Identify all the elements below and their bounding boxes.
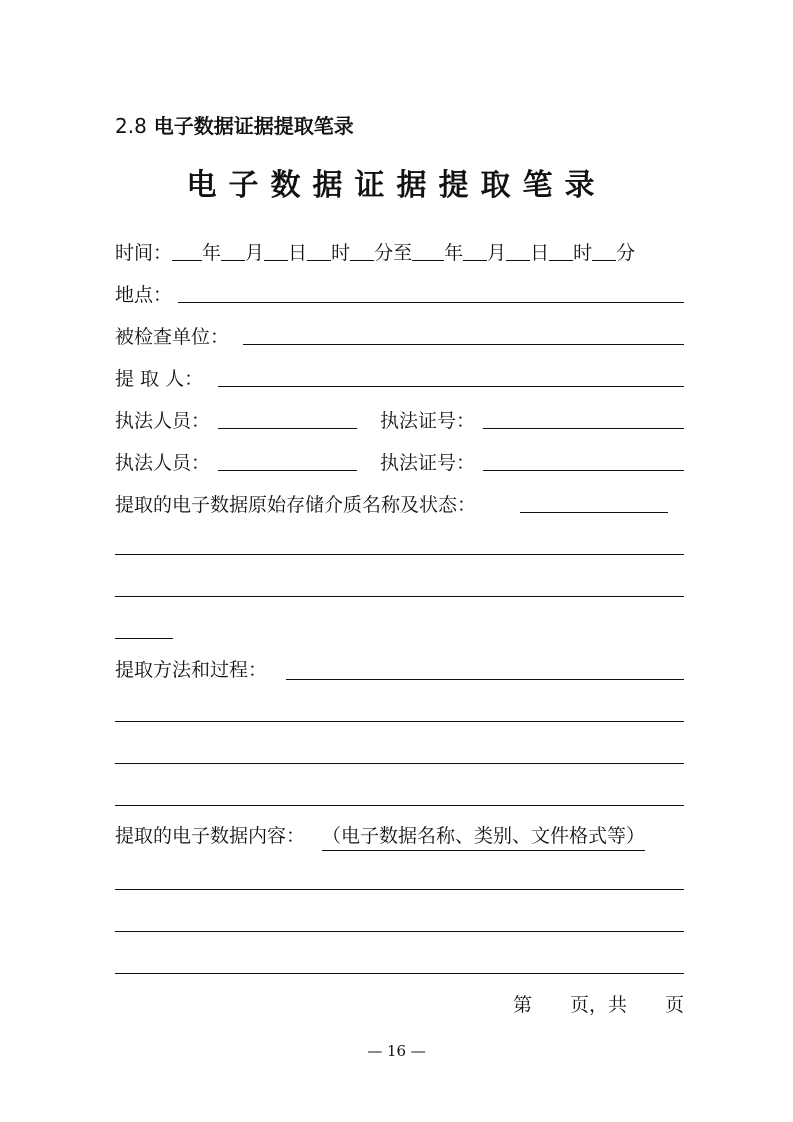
method-label: 提取方法和过程： (115, 659, 268, 681)
time-unit: 年 (202, 242, 222, 264)
minute-start-blank[interactable] (350, 240, 374, 261)
page-count-label: 第 页，共 页 (512, 994, 684, 1016)
minute-end-blank[interactable] (592, 240, 616, 261)
cert-no-label-1: 执法证号： (380, 410, 476, 432)
section-heading (115, 110, 354, 139)
page-number: — 16 — (367, 1042, 426, 1060)
method-line[interactable] (115, 805, 684, 806)
content-line[interactable] (115, 889, 684, 890)
location-label: 地点： (115, 284, 173, 306)
officer-label-1: 执法人员： (115, 410, 211, 432)
storage-medium-line[interactable] (115, 638, 173, 639)
document-title: 电子数据证据提取笔录 (186, 168, 607, 203)
time-unit: 年 (444, 242, 464, 264)
content-label: 提取的电子数据内容： (115, 825, 306, 847)
year-end-blank[interactable] (412, 240, 444, 261)
storage-medium-line[interactable] (115, 554, 684, 555)
month-start-blank[interactable] (221, 240, 245, 261)
section-number: 2.8 (115, 114, 147, 138)
time-unit: 分 (616, 242, 636, 264)
storage-medium-line[interactable] (520, 512, 668, 513)
cert-no-label-2: 执法证号： (380, 452, 476, 474)
section-heading-text: 电子数据证据提取笔录 (153, 114, 354, 138)
location-line[interactable] (178, 302, 684, 303)
month-end-blank[interactable] (463, 240, 487, 261)
method-line[interactable] (286, 679, 684, 680)
content-hint: （电子数据名称、类别、文件格式等） (322, 823, 645, 851)
storage-medium-line[interactable] (115, 596, 684, 597)
content-line[interactable] (115, 931, 684, 932)
hour-start-blank[interactable] (307, 240, 331, 261)
time-unit: 日 (530, 242, 550, 264)
content-line[interactable] (115, 973, 684, 974)
officer-line-1[interactable] (218, 428, 357, 429)
time-row (115, 240, 635, 266)
day-end-blank[interactable] (506, 240, 530, 261)
extractor-label: 提 取 人： (115, 368, 204, 390)
cert-no-line-1[interactable] (483, 428, 684, 429)
storage-medium-label: 提取的电子数据原始存储介质名称及状态： (115, 494, 477, 516)
cert-no-line-2[interactable] (483, 470, 684, 471)
time-unit: 时 (331, 242, 351, 264)
extractor-line[interactable] (218, 386, 684, 387)
officer-line-2[interactable] (218, 470, 357, 471)
time-unit: 月 (487, 242, 507, 264)
officer-label-2: 执法人员： (115, 452, 211, 474)
inspected-unit-label: 被检查单位： (115, 326, 230, 348)
time-unit: 分至 (374, 242, 413, 264)
time-label: 时间： (115, 242, 173, 264)
hour-end-blank[interactable] (549, 240, 573, 261)
inspected-unit-line[interactable] (243, 344, 684, 345)
time-unit: 月 (245, 242, 265, 264)
method-line[interactable] (115, 721, 684, 722)
time-unit: 时 (573, 242, 593, 264)
day-start-blank[interactable] (264, 240, 288, 261)
method-line[interactable] (115, 763, 684, 764)
year-start-blank[interactable] (172, 240, 202, 261)
time-unit: 日 (288, 242, 308, 264)
